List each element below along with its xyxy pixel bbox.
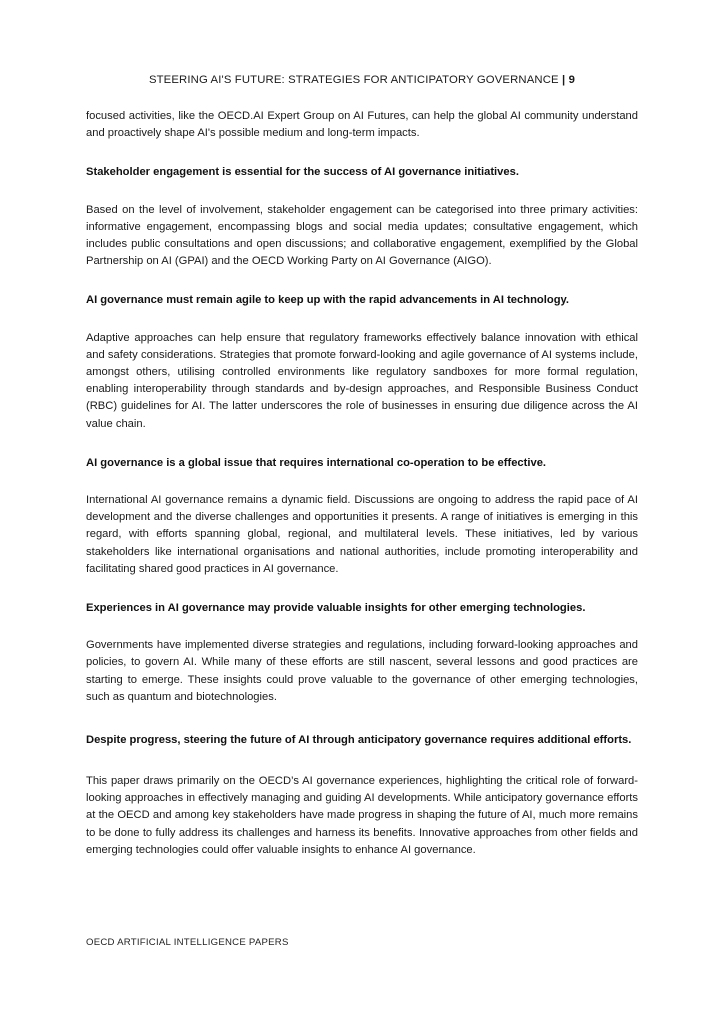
spacer xyxy=(86,270,638,292)
spacer xyxy=(86,617,638,637)
heading-emerging-technologies: Experiences in AI governance may provide valuable insights for other emerging technologies. xyxy=(86,602,586,615)
spacer xyxy=(86,310,638,330)
heading-agile-governance: AI governance must remain agile to keep up with the rapid advancements in AI technology. xyxy=(86,294,570,307)
heading-stakeholder-engagement: Stakeholder engagement is essential for the success of AI governance initiatives. xyxy=(86,166,519,179)
spacer xyxy=(86,472,638,492)
heading-international-cooperation: AI governance is a global issue that requires international co-operation to be effective. xyxy=(86,456,547,469)
paragraph-international-governance: International AI governance remains a dynamic field. Discussions are ongoing to address the rapid pace of AI development and the diverse challenges and opportunities it presents. A range of initiatives is emerging in this regard, with efforts spanning global, regional, and multilateral levels. These initiatives, led by various stakeholders like international organisations and national authorities, include promoting interoperability and facilitating shared good practices in AI governance. xyxy=(86,494,638,575)
paragraph-governments-strategies: Governments have implemented diverse strategies and regulations, including forward-looking approaches and policies, to govern AI. While many of these efforts are still nascent, several lessons and good practices are starting to emerge. These insights could prove valuable to the governance of other emerging technologies, such as quantum and biotechnologies. xyxy=(86,639,638,703)
paragraph-adaptive-approaches: Adaptive approaches can help ensure that regulatory frameworks effectively balance innovation with ethical and safety considerations. Strategies that promote forward-looking and agile governance of AI systems include, amongst others, utilising controlled environments like regulatory sandboxes for more formal regulation, enabling interoperability through standards and by-design approaches, and Responsible Business Conduct (RBC) guidelines for AI. The latter underscores the role of businesses in ensuring due diligence across the AI value chain. xyxy=(86,331,638,430)
page-number: 9 xyxy=(568,74,576,86)
page-content-column xyxy=(86,0,638,1024)
footer-series-label: OECD ARTIFICIAL INTELLIGENCE PAPERS xyxy=(86,937,289,948)
paragraph-stakeholder-engagement: Based on the level of involvement, stakeholder engagement can be categorised into three primary activities: informative engagement, encompassing blogs and social media updates; consultative engagement, which includes public consultations and open discussions; and collaborative engagement, exemplified by the Global Partnership on AI (GPAI) and the OECD Working Party on AI Governance (AIGO). xyxy=(86,203,638,268)
heading-despite-progress: Despite progress, steering the future of AI through anticipatory governance requires additional efforts. xyxy=(86,734,632,747)
spacer xyxy=(86,753,638,773)
spacer xyxy=(86,706,638,728)
document-body xyxy=(86,108,638,859)
spacer xyxy=(86,182,638,202)
running-header-title: STEERING AI'S FUTURE: STRATEGIES FOR ANTICIPATORY GOVERNANCE xyxy=(148,74,559,86)
spacer xyxy=(86,142,638,164)
paragraph-focused-activities: focused activities, like the OECD.AI Expert Group on AI Futures, can help the global AI community understand and proactively shape AI's possible medium and long-term impacts. xyxy=(86,110,638,140)
spacer xyxy=(86,578,638,600)
running-header xyxy=(86,74,638,86)
running-header-separator: | xyxy=(562,74,566,86)
paragraph-this-paper-draws: This paper draws primarily on the OECD’s AI governance experiences, highlighting the critical role of forward-looking approaches in effectively managing and guiding AI developments. While anticipatory governance efforts at the OECD and among key stakeholders have made progress in shaping the future of AI, much more remains to be done to fully address its challenges and harness its benefits. Innovative approaches from other fields and emerging technologies could offer valuable insights to enhance AI governance. xyxy=(86,775,638,856)
spacer xyxy=(86,433,638,455)
